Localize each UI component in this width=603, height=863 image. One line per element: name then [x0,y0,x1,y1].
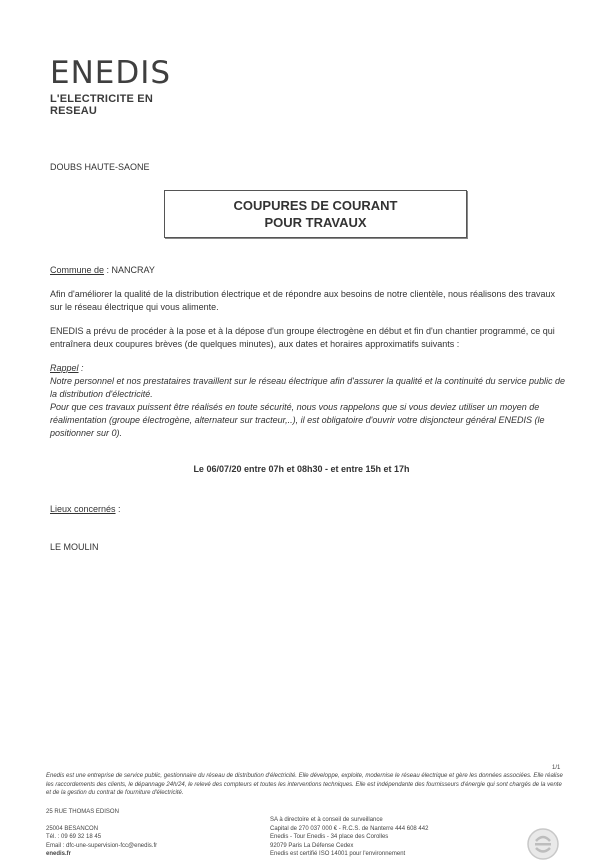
enedis-symbol-icon [526,827,560,861]
footer-legal [270,816,428,859]
footer-legal-1: SA à directoire et à conseil de surveillance [270,817,383,823]
locations-separator: : [115,504,121,514]
footer-legal-3: Enedis - Tour Enedis - 34 place des Corolles [270,834,389,840]
schedule-line: Le 06/07/20 entre 07h et 08h30 - et entre 15h et 17h [193,464,410,474]
footer-address-line2: 25004 BESANCON [46,825,99,832]
reminder-text-2: Pour que ces travaux puissent être réalisés en toute sécurité, nous vous rappelons que si vous deviez utiliser un moyen de réalimentation (groupe électrogène, alternateur sur tracteur,..), il est obligatoire d'ouvrir votre disjoncteur général ENEDIS (le positionner sur 0). [50,402,545,438]
locations-label: Lieux concernés [50,504,116,514]
location-value: LE MOULIN [50,542,99,552]
notice-title-line1: COUPURES DE COURANT [233,198,398,213]
reminder-separator: : [78,363,84,373]
intro-paragraph: Afin d'améliorer la qualité de la distribution électrique et de répondre aux besoins de notre clientèle, nous réalisons des travaux sur le réseau électrique qui vous alimente. [50,289,556,312]
footer-phone: Tél. : 09 69 32 18 45 [46,834,102,840]
logo-tagline: L'ELECTRICITE EN RESEAU [50,93,153,117]
footer-legal-2: Capital de 270 037 000 € - R.C.S. de Nanterre 444 608 442 [270,825,429,832]
footer-website: enedis.fr [46,851,72,857]
reminder-block [50,362,565,440]
footer-email: Email : dfc-une-supervision-fcc@enedis.fr [46,842,158,849]
notice-title-line2: POUR TRAVAUX [264,215,367,230]
footer-description: Enedis est une entreprise de service public, gestionnaire du réseau de distribution d'électricité. Elle développe, exploite, modernise le réseau électrique et gère les données associées. Elle réalise les raccordements des clients, le dépannage 24h/24, le relevé des compteurs et toutes les interventions techniques. Elle est indépendante des fournisseurs d'énergie qui sont chargés de la vente et de la gestion du contrat de fourniture d'électricité. [46,773,563,796]
footer-contact [46,808,157,859]
locations-line [50,503,121,516]
reminder-label: Rappel [50,363,79,373]
notice-title-box [164,190,467,238]
region-label: DOUBS HAUTE-SAONE [50,162,150,172]
footer-legal-5: Enedis est certifié ISO 14001 pour l'environnement [270,851,406,857]
commune-separator: : [104,265,112,275]
page-number: 1/1 [552,765,561,771]
reminder-text-1: Notre personnel et nos prestataires travaillent sur le réseau électrique afin d'assurer la qualité et la continuité du service public de la distribution d'électricité. [50,376,566,399]
logo-wordmark: ENEDIS [50,55,172,91]
works-paragraph: ENEDIS a prévu de procéder à la pose et à la dépose d'un groupe électrogène en début et fin d'un chantier programmé, ce qui entraînera deux coupures brèves (de quelques minutes), aux dates et horaires approximatifs suivants : [50,326,555,349]
commune-label: Commune de [50,265,105,275]
commune-line [50,264,155,277]
footer-address-line1: 25 RUE THOMAS EDISON [46,809,119,815]
enedis-logo [50,55,200,117]
commune-value: NANCRAY [111,265,155,275]
footer-legal-4: 92079 Paris La Défense Cedex [270,842,354,849]
